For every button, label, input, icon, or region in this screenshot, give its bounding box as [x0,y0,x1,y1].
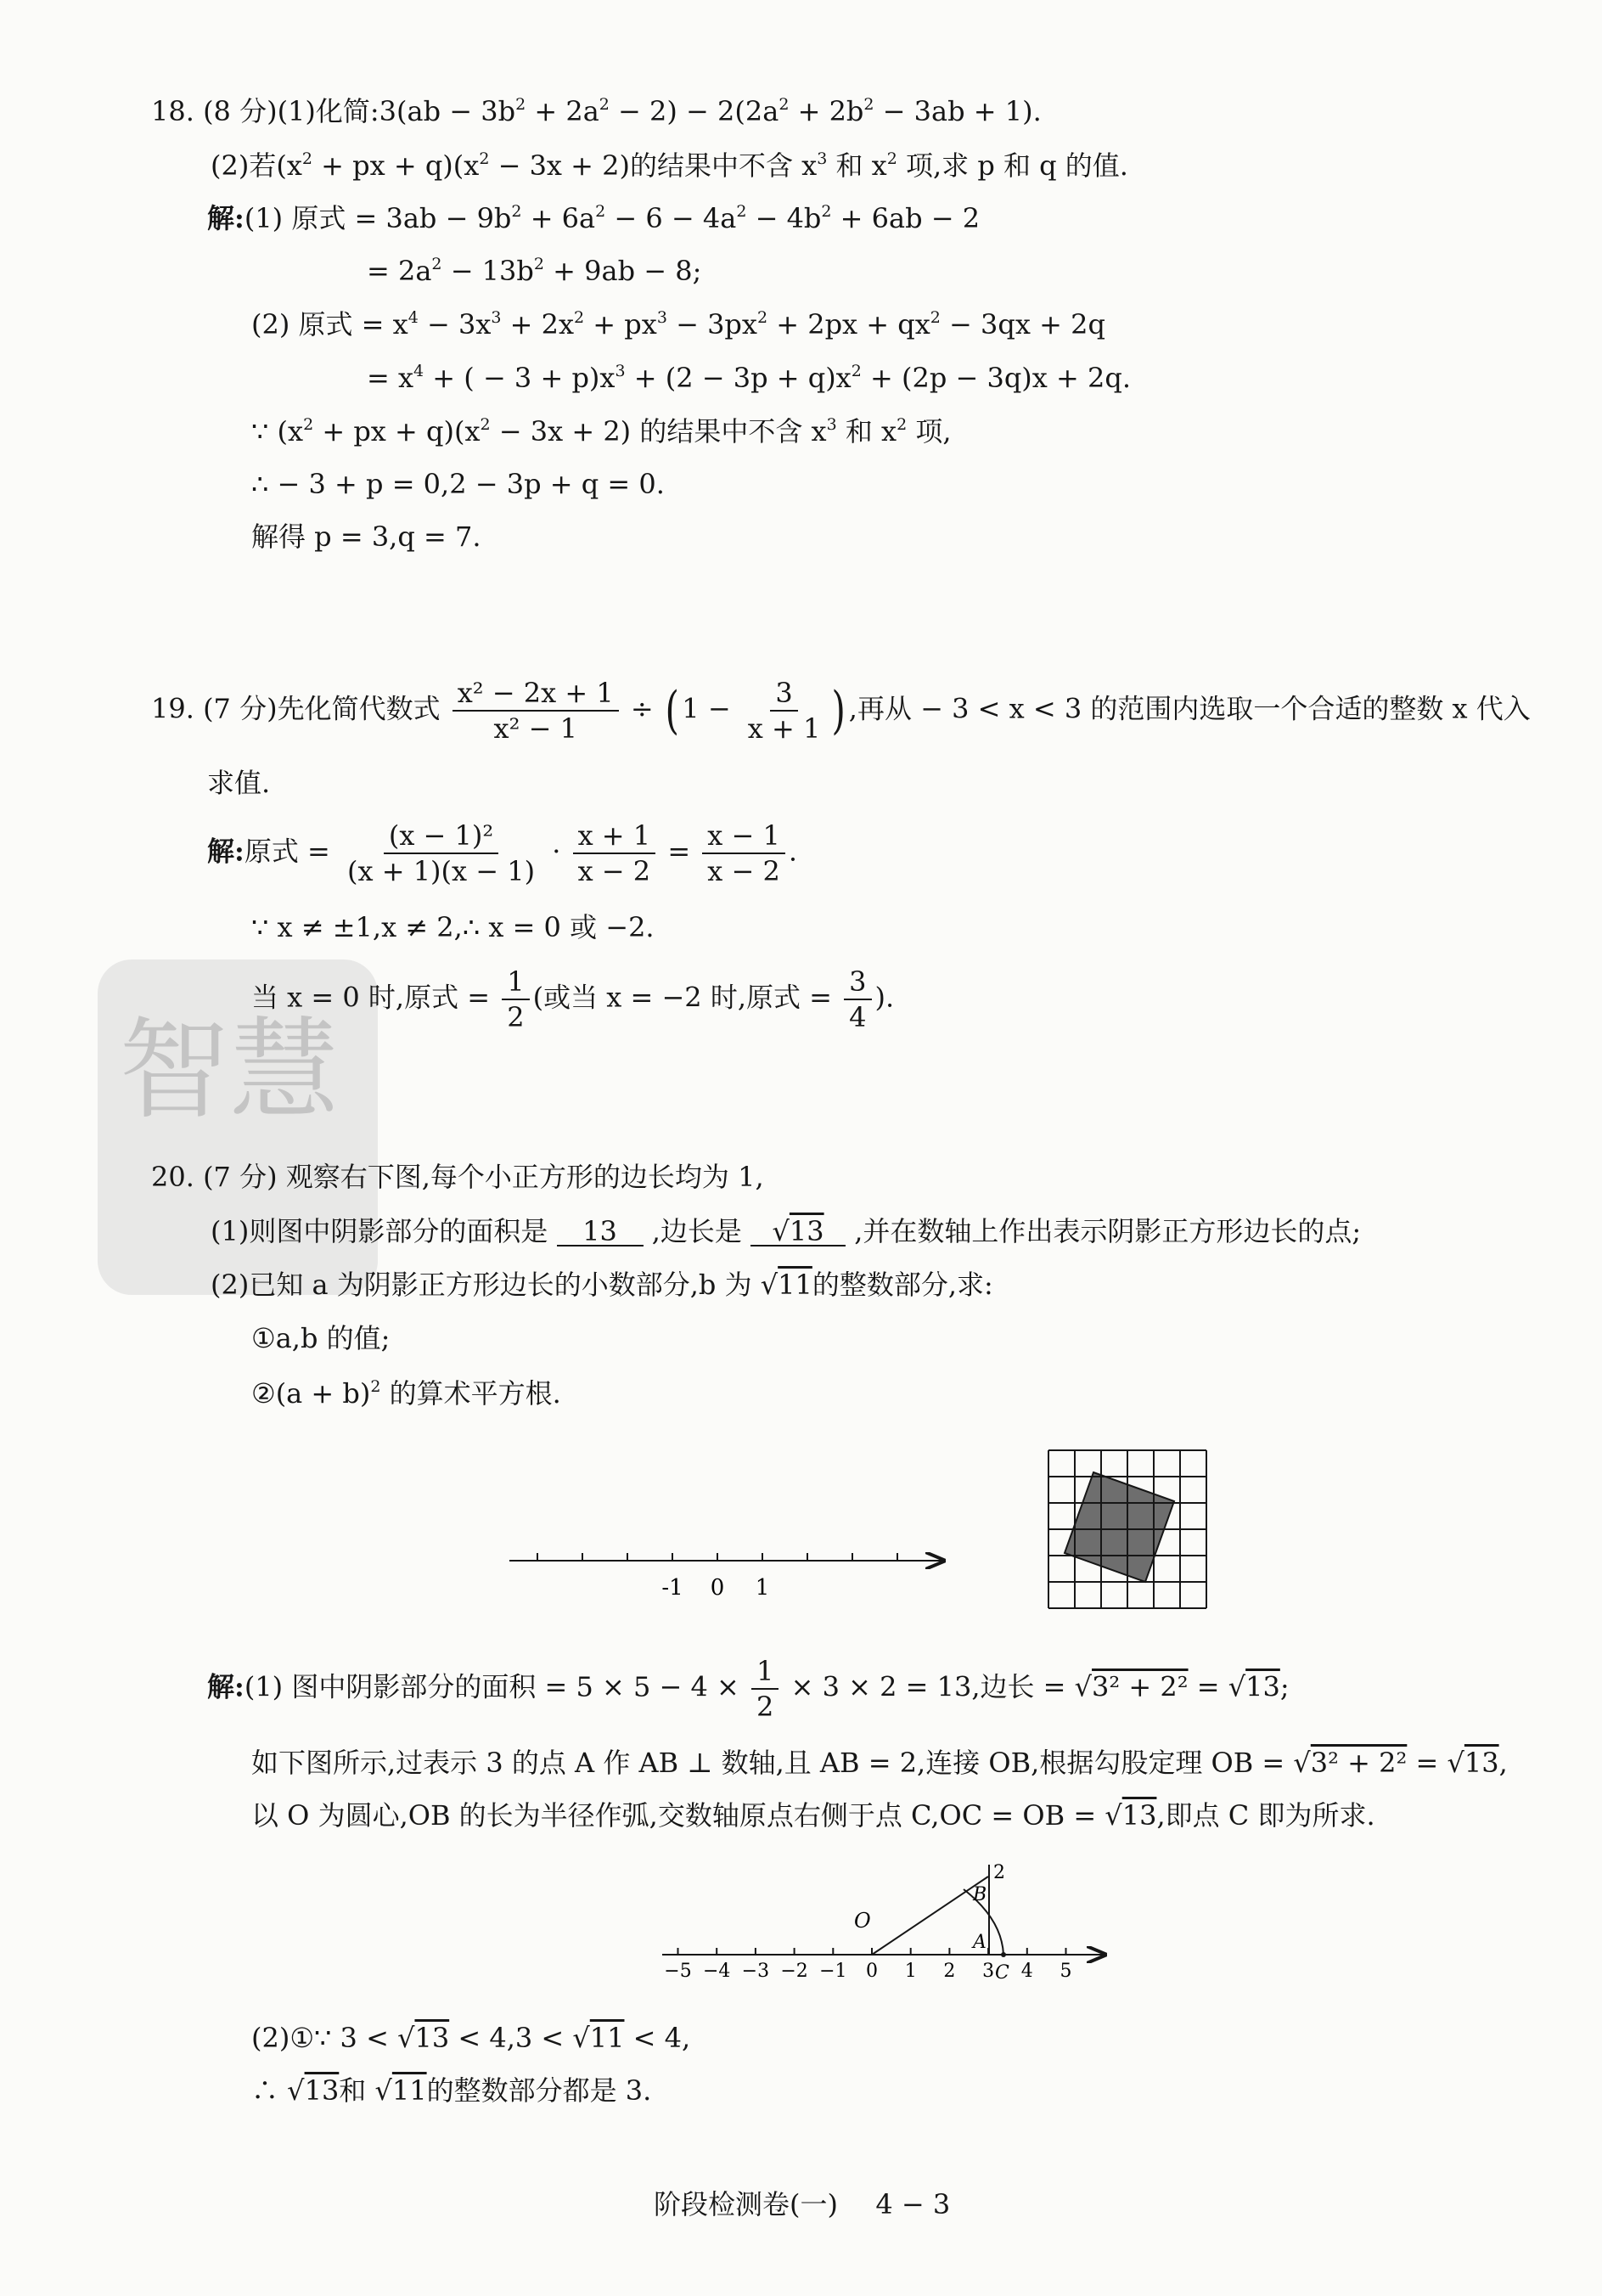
axis-2-tick-label: −2 [780,1961,808,1982]
q20-solution-line5: ∴ √13和 √11的整数部分都是 3. [251,2074,652,2107]
axis-2-tick-label: −1 [819,1961,847,1982]
axis-1-ticks [537,1553,897,1561]
footer-title: 阶段检测卷(一) [654,2188,838,2220]
axis-2-tick-label: 3 [982,1961,995,1982]
number-line-1 [501,1545,959,1605]
q18-solution-line3: (2) 原式 = $x^4 - 3x^3 + 2x^2 + px^3 - 3px^2 + 2px + qx^2 - 3qx + 2q$ [251,308,1105,340]
q19-solution-line1: 解:原式 = $\frac{\text{(x − 1)²}}{(x + 1)(x - 1)}$ · $\frac{x + 1}{x - 2}$ = $\frac{x - 1}{x - 2}$ . [207,819,798,887]
axis-2-tick-label: 1 [904,1961,917,1982]
q20-solution-line2: 如下图所示,过表示 3 的点 A 作 AB ⊥ 数轴,且 AB = 2,连接 OB,根据勾股定理 OB = √3² + 2² = √13, [251,1747,1508,1779]
q20-part1: (1)则图中阴影部分的面积是 13 ,边长是 √13 ,并在数轴上作出表示阴影正方形边长的点; [211,1215,1362,1247]
axis-1-label-1: 1 [755,1575,770,1601]
point-o-label: O [854,1909,871,1933]
point-b-label: B [973,1884,987,1905]
q20-title: 20. (7 分) 观察右下图,每个小正方形的边长均为 1, [151,1161,764,1193]
q20-solution-line1: 解:(1) 图中阴影部分的面积 = 5 × 5 − 4 × $\frac{1}{2}$ × 3 × 2 = 13,边长 = √3² + 2² = √13; [207,1655,1290,1723]
page-footer [654,2188,951,2220]
q19-fraction-1: $\frac{\text{x² − 2x + 1}}{\text{x² − 1}}$ [452,679,619,742]
q19-solution-line2: ∵ x ≠ ±1,x ≠ 2,∴ x = 0 或 −2. [251,911,655,943]
q19-title-line2: 求值. [207,767,271,799]
axis-2-tick-label: −4 [702,1961,731,1982]
number-line-2 [654,1860,1112,1987]
segment-ob [872,1877,988,1955]
axis-2-tick-label: 5 [1060,1961,1072,1982]
q20-solution-line4: (2)①∵ 3 < √13 < 4,3 < √11 < 4, [251,2022,691,2054]
q20-part2: (2)已知 a 为阴影正方形边长的小数部分,b 为 √11的整数部分,求: [211,1269,993,1301]
grid-lines [1048,1450,1206,1608]
point-c [1001,1952,1006,1957]
q20-part2-ii: ②(a + b)$^2$ 的算术平方根. [251,1377,561,1410]
point-c-label: C [995,1962,1009,1984]
q19-solution-line3: 当 x = 0 时,原式 = $\frac{1}{2}$ (或当 x = −2 时,原式 = $\frac{3}{4}$ ). [251,965,895,1033]
point-a-label: A [973,1932,986,1953]
axis-2-tick-label: 4 [1020,1961,1033,1982]
axis-1-label-neg1: -1 [661,1575,683,1601]
q18-part2: (2)若($x^2$ + px + $q)(x^2 - 3x + 2)$的结果中不含 $x^3$ 和 $x^2$ 项,求 p 和 q 的值. [211,149,1128,182]
footer-page: 4 − 3 [875,2188,951,2220]
q18-solution-line1: 解:(1) 原式 = $3ab - 9b^2 + 6a^2 - 6 - 4a^2 - 4b^2 + 6ab - 2$ [207,202,981,234]
axis-2-tick-label: 2 [943,1961,956,1982]
axis-2-labels [664,1961,1071,1982]
q18-solution-line5: ∵ ($x^2$ + px + $q)(x^2 - 3x + 2)$ 的结果中不含 $x^3$ 和 $x^2$ 项, [251,415,952,447]
q18-solution-line6: ∴ − 3 + p = 0,2 − 3p + q = 0. [251,468,665,500]
q18-solution-line2: = $2a^2 - 13b^2 + 9ab - 8$; [367,255,702,287]
q18-title: 18. (8 分)(1)化简:3(ab − $3b^2 + 2a^2 - 2) - 2(2a^2 + 2b^2 - 3ab + 1)$. [151,95,1042,127]
q18-solution-line7: 解得 p = 3,q = 7. [251,521,481,553]
q20-solution-line3: 以 O 为圆心,OB 的长为半径作弧,交数轴原点右侧于点 C,OC = OB = √13,即点 C 即为所求. [251,1799,1375,1832]
q19-fraction-2: $\frac{3}{x + 1}$ [747,677,821,745]
axis-2-tick-label: 0 [866,1961,878,1982]
axis-2-tick-label: −3 [741,1961,770,1982]
grid-figure [1046,1448,1211,1613]
answer-blank-area: 13 [557,1218,644,1246]
q18-solution-line4: = $x^4$ + ( − $3 + p)x^3 + (2 - 3p + q)x^2 + (2p - 3q)x + 2q$. [367,362,1131,394]
q20-part2-i: ①a,b 的值; [251,1322,391,1354]
point-two-label: 2 [993,1862,1005,1883]
answer-blank-side: √13 [750,1218,846,1246]
q19-title: 19. (7 分)先化简代数式 $\frac{\text{x² − 2x + 1}}{\text{x² − 1}}$ ÷ ( 1 − $\frac{3}{x + 1}$ ) ,再从 − 3 < x < 3 的范围内选取一个合适的整数 x 代入 [151,677,1531,745]
shaded-square [1065,1472,1174,1582]
axis-2-tick-label: −5 [664,1961,692,1982]
watermark-text: 智慧 [119,1005,340,1134]
axis-1-label-0: 0 [710,1575,725,1601]
